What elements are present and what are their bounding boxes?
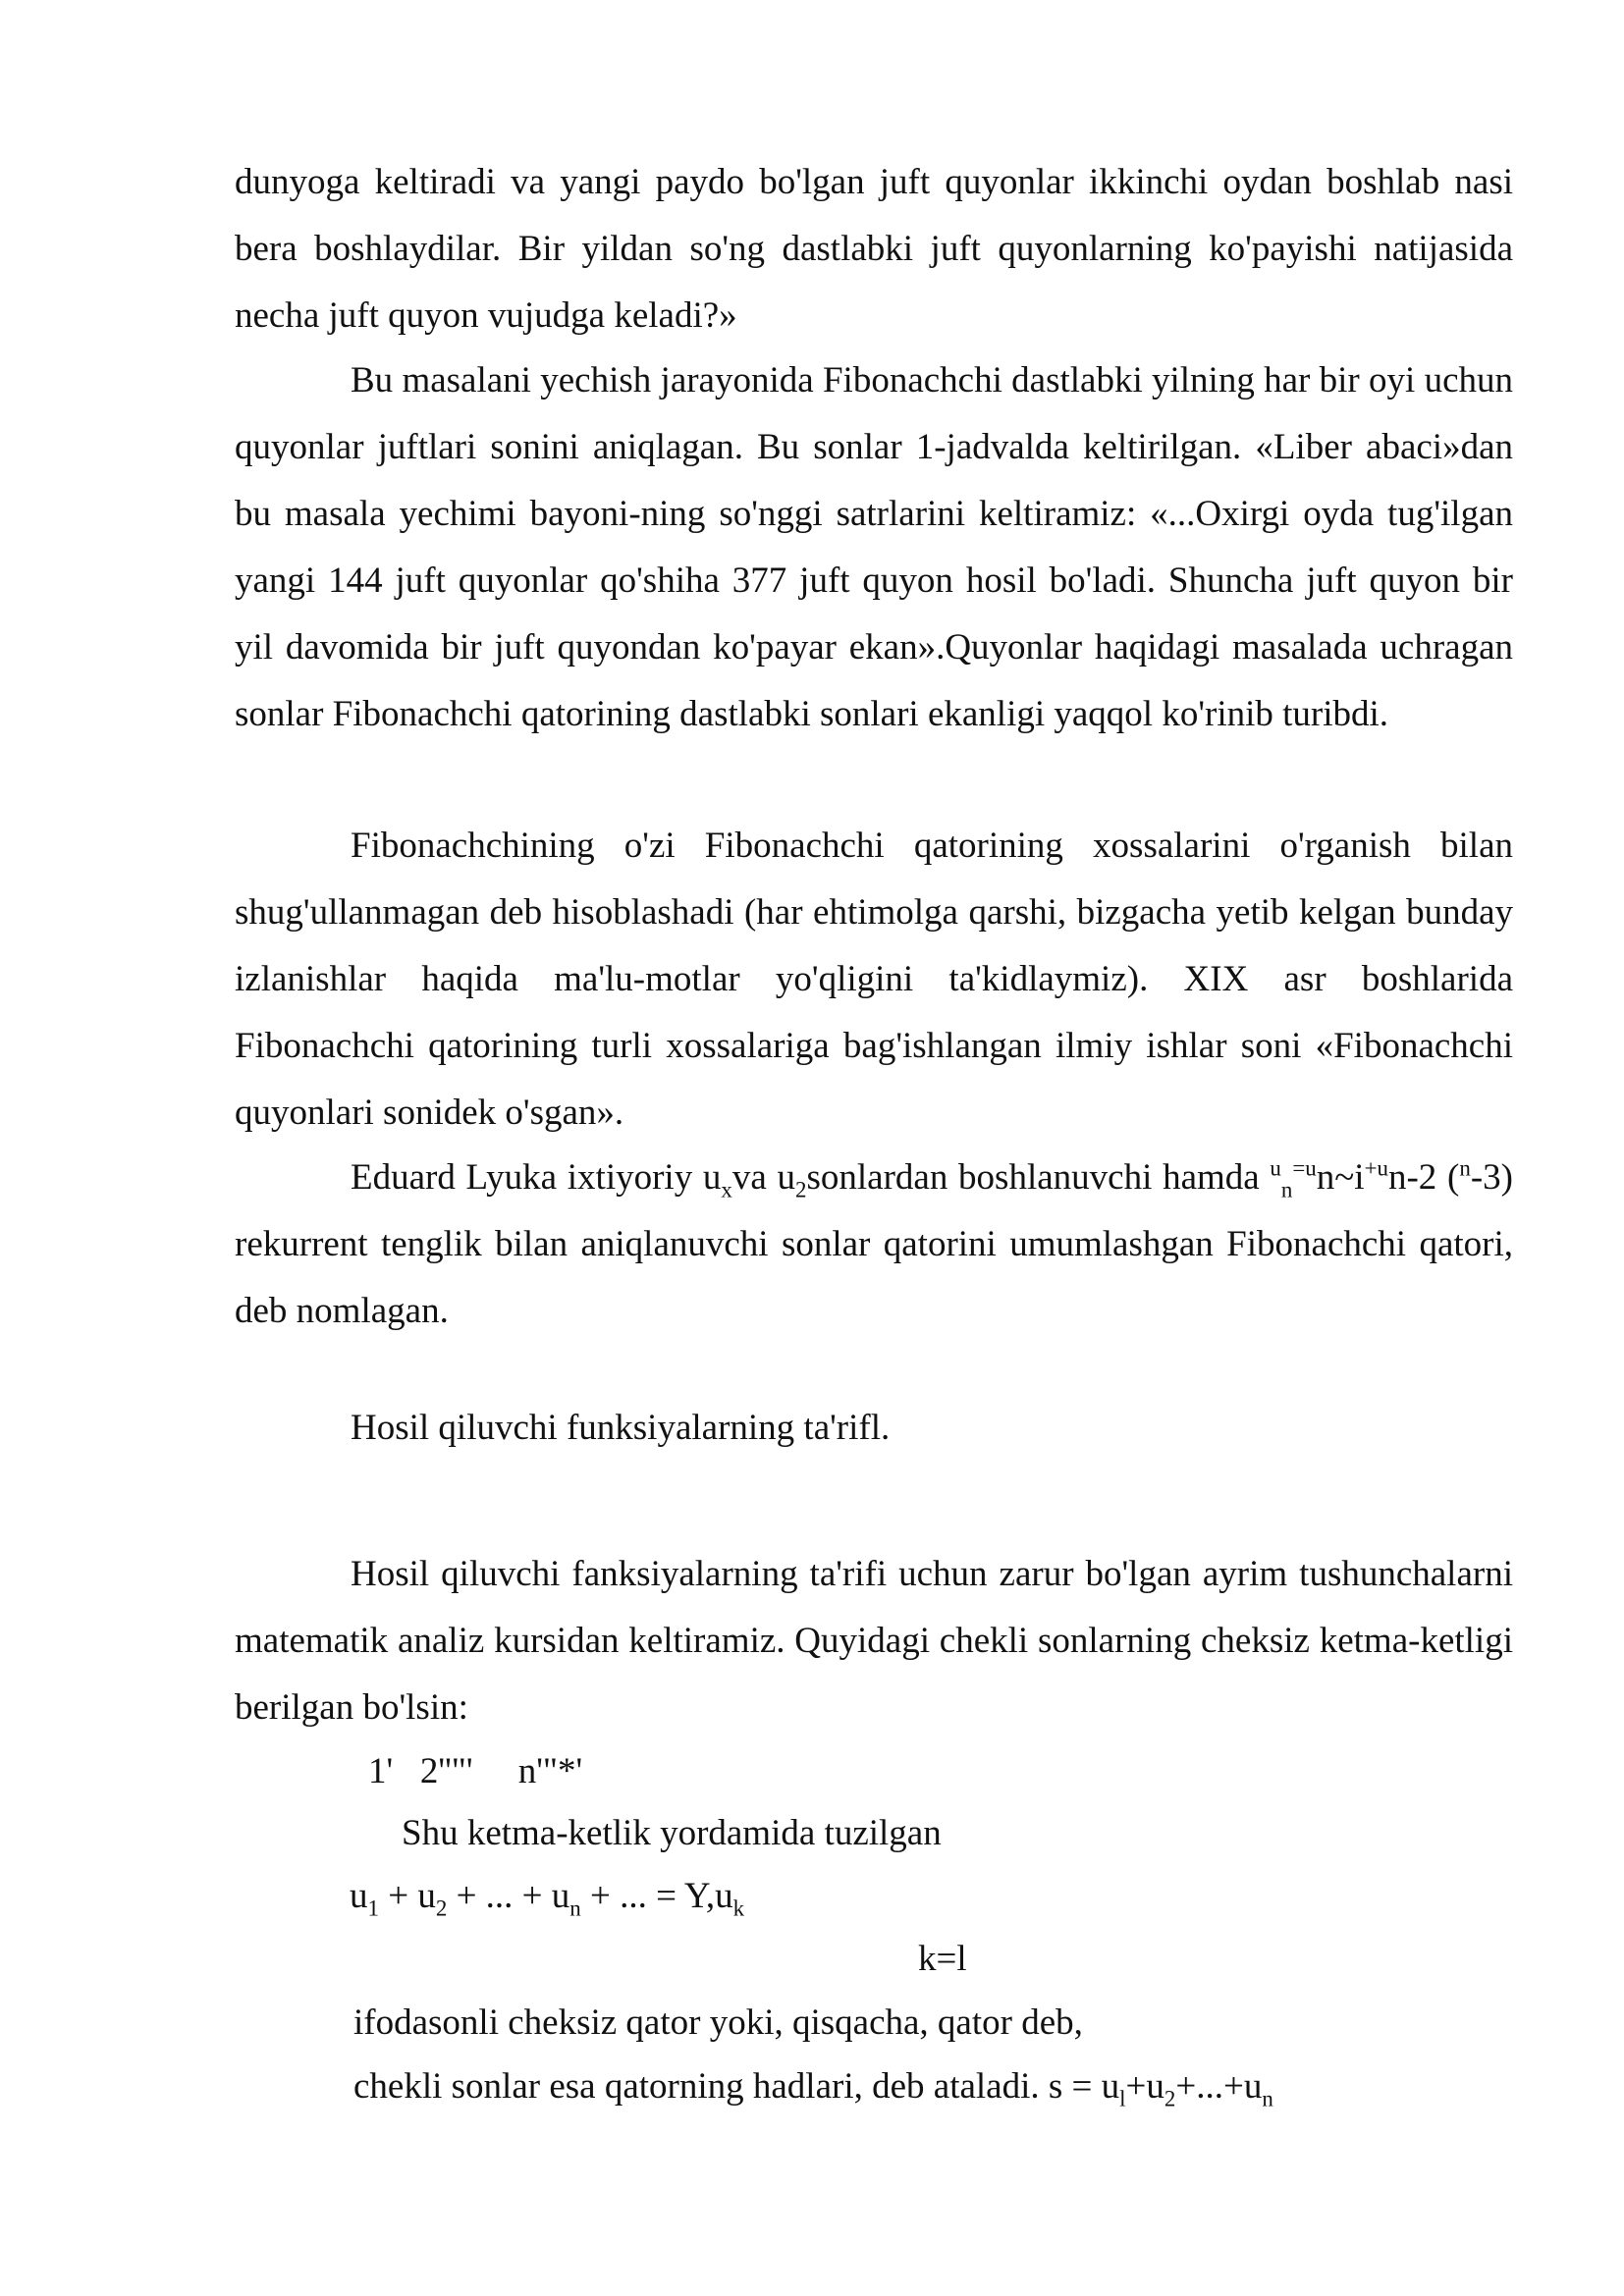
construction-line: Shu ketma-ketlik yordamida tuzilgan bbox=[402, 1813, 942, 1853]
paragraph-4: Eduard Lyuka ixtiyoriy $u_xva$ $u_2sonlardan$ boshlanuvchi hamda $^u_n^{=u}n\sim i^{+u}n-2$ ($^n$-3) rekurrent tenglik bilan aniqlanuvchi sonlar qatorini umumlashgan Fibonachchi qatori, deb nomlagan. bbox=[235, 1155, 1513, 1331]
section-heading: Hosil qiluvchi funksiyalarning ta'rifl. bbox=[351, 1408, 891, 1448]
partial-sum-line: chekli sonlar esa qatorning hadlari, deb ataladi. $s = u_l+u_2+...+u_n$ bbox=[353, 2066, 1273, 2111]
paragraph-1: dunyoga keltiradi va yangi paydo bo'lgan juft quyonlar ikkinchi oydan boshlab nasi bera boshlaydilar. Bir yildan so'ng dastlabki juft quyonlarning ko'payishi natijasida necha juft quyon vujudga keladi?» bbox=[235, 162, 1513, 336]
paragraph-5: Hosil qiluvchi fanksiyalarning ta'rifi uchun zarur bo'lgan ayrim tushunchalarni matematik analiz kursidan keltiramiz. Quyidagi chekli sonlarning cheksiz ketma-ketligi berilgan bo'lsin: bbox=[235, 1554, 1513, 1728]
series-formula: $u_1 + u_2$ + ... + $u_n$ + ... = $Y,u_k$ bbox=[350, 1876, 745, 1921]
paragraph-3: Fibonachchining o'zi Fibonachchi qatorining xossalarini o'rganish bilan shug'ullanmagan deb hisoblashadi (har ehtimolga qarshi, bizgacha yetib kelgan bunday izlanishlar haqida ma'lu-motlar yo'qligini ta'kidlaymiz). XIX asr boshlarida Fibonachchi qatorining turli xossalariga bag'ishlangan ilmiy ishlar soni «Fibonachchi quyonlari sonidek o'sgan». bbox=[235, 826, 1513, 1133]
summation-index: k=l bbox=[918, 1939, 967, 1979]
paragraph-2: Bu masalani yechish jarayonida Fibonachchi dastlabki yilning har bir oyi uchun quyonlar juftlari sonini aniqlagan. Bu sonlar 1-jadvalda keltirilgan. «Liber abaci»dan bu masala yechimi bayoni-ning so'nggi satrlarini keltiramiz: «...Oxirgi oyda tug'ilgan yangi 144 juft quyonlar qo'shiha 377 juft quyon hosil bo'ladi. Shuncha juft quyon bir yil davomida bir juft quyondan ko'payar ekan».Quyonlar haqidagi masalada uchragan sonlar Fibonachchi qatorining dastlabki sonlari ekanligi yaqqol ko'rinib turibdi. bbox=[235, 360, 1513, 734]
sequence-line: 1' 2''"' n'"*' bbox=[368, 1751, 583, 1791]
series-definition-line: ifodasonli cheksiz qator yoki, qisqacha, qator deb, bbox=[353, 2002, 1083, 2043]
